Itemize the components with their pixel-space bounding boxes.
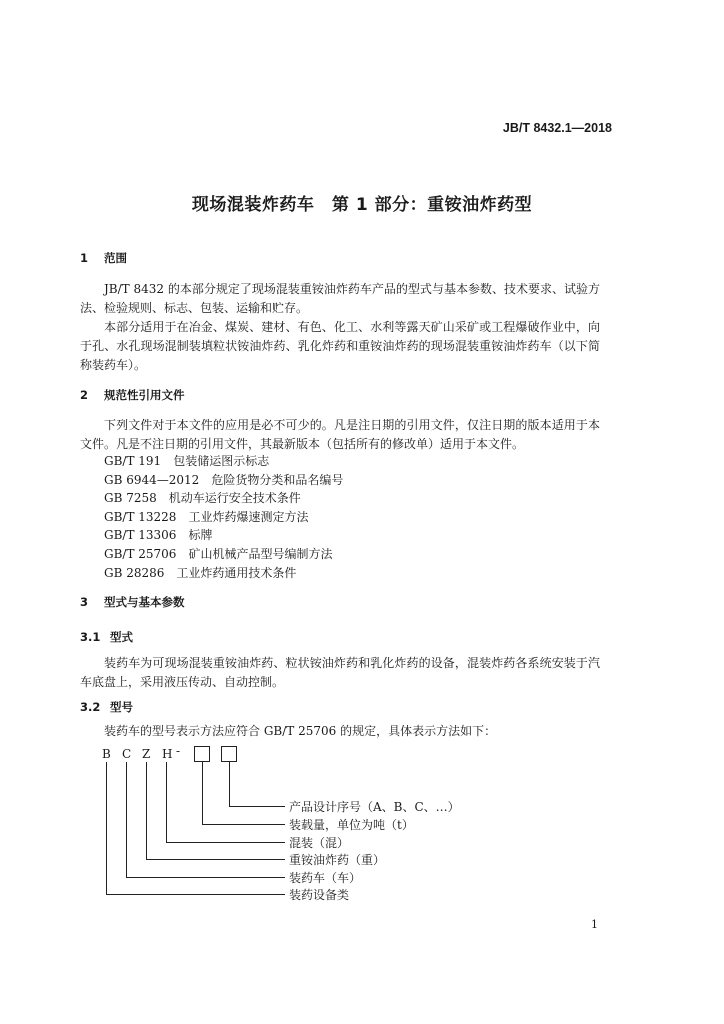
section-3-2-heading [80, 699, 133, 715]
reference-item [104, 545, 343, 564]
reference-code: GB 7258 [104, 491, 157, 506]
reference-title: 包装储运图示标志 [173, 454, 270, 468]
reference-title: 机动车运行安全技术条件 [168, 491, 301, 506]
section-2-heading [80, 387, 185, 403]
reference-item [104, 452, 343, 471]
section-title: 规范性引用文件 [104, 388, 185, 402]
reference-title: 工业炸药爆速测定方法 [188, 509, 309, 524]
section-number: 3.2 [80, 700, 101, 714]
leader-line [106, 762, 107, 894]
diagram-label: 混装（混） [289, 836, 350, 850]
reference-item [104, 564, 343, 583]
paragraph: 装药车为可现场混装重铵油炸药、粒状铵油炸药和乳化炸药的设备，混装炸药各系统安装于汽车底盘上，采用液压传动、自动控制。 [80, 656, 600, 689]
normative-references-list [104, 452, 343, 582]
model-letter: H [162, 747, 173, 761]
diagram-label: 装药车（车） [289, 871, 362, 885]
model-dash: - [176, 744, 181, 758]
leader-line [166, 842, 285, 843]
section-1-body [80, 280, 600, 375]
reference-title: 矿山机械产品型号编制方法 [188, 546, 333, 561]
section-title: 型号 [110, 700, 133, 714]
reference-code: GB/T 13306 [104, 528, 177, 543]
reference-code: GB 6944—2012 [104, 472, 200, 487]
section-title: 型式 [110, 630, 133, 644]
leader-line [146, 762, 147, 859]
section-number: 2 [80, 388, 89, 402]
diagram-label: 产品设计序号（A、B、C、…） [289, 800, 460, 814]
reference-code: GB 28286 [104, 565, 165, 580]
reference-item [104, 526, 343, 545]
reference-item [104, 508, 343, 527]
section-number: 3 [80, 595, 89, 609]
paragraph: JB/T 8432 的本部分规定了现场混装重铵油炸药车产品的型式与基本参数、技术要求、试验方法、检验规则、标志、包装、运输和贮存。 [80, 282, 600, 315]
leader-line [166, 762, 167, 842]
model-letter: Z [142, 747, 151, 761]
model-letter: B [102, 747, 111, 761]
document-title: 现场混装炸药车 第 1 部分：重铵油炸药型 [191, 195, 533, 215]
section-number: 1 [80, 251, 89, 265]
reference-title: 危险货物分类和品名编号 [211, 472, 344, 487]
reference-item [104, 489, 343, 508]
section-2-intro [80, 416, 600, 454]
section-number: 3.1 [80, 630, 101, 644]
section-title: 范围 [104, 251, 127, 265]
leader-line [229, 806, 285, 807]
standard-number: JB/T 8432.1—2018 [502, 121, 612, 135]
diagram-label: 装药设备类 [289, 888, 350, 902]
leader-line [229, 762, 230, 806]
reference-code: GB/T 13228 [104, 509, 177, 524]
paragraph: 本部分适用于在冶金、煤炭、建材、有色、化工、水利等露天矿山采矿或工程爆破作业中，向于孔、水孔现场混制装填粒状铵油炸药、乳化炸药和重铵油炸药的现场混装重铵油炸药车（以下简称装药车）。 [80, 320, 600, 372]
reference-item [104, 471, 343, 490]
diagram-label: 装载量，单位为吨（t） [289, 818, 414, 832]
reference-code: GB/T 25706 [104, 546, 177, 561]
section-3-1-heading [80, 629, 133, 645]
leader-line [146, 859, 285, 860]
paragraph: 装药车的型号表示方法应符合 GB/T 25706 的规定，具体表示方法如下： [104, 724, 497, 738]
diagram-label: 重铵油炸药（重） [289, 853, 386, 867]
paragraph: 下列文件对于本文件的应用是必不可少的。凡是注日期的引用文件，仅注日期的版本适用于本文件。凡是不注日期的引用文件，其最新版本（包括所有的修改单）适用于本文件。 [80, 418, 600, 451]
reference-code: GB/T 191 [104, 454, 162, 468]
section-3-heading [80, 594, 185, 610]
leader-line [202, 824, 285, 825]
section-1-heading [80, 250, 127, 266]
leader-line [126, 877, 285, 878]
section-title: 型式与基本参数 [104, 595, 185, 609]
leader-line [202, 762, 203, 824]
placeholder-box [194, 746, 210, 762]
reference-title: 工业炸药通用技术条件 [176, 565, 297, 580]
leader-line [106, 894, 285, 895]
page-number: 1 [591, 918, 598, 931]
placeholder-box [221, 746, 237, 762]
section-3-2-body [80, 722, 600, 741]
reference-title: 标牌 [188, 528, 213, 543]
leader-line [126, 762, 127, 877]
model-letter: C [122, 747, 132, 761]
section-3-1-body [80, 654, 600, 692]
